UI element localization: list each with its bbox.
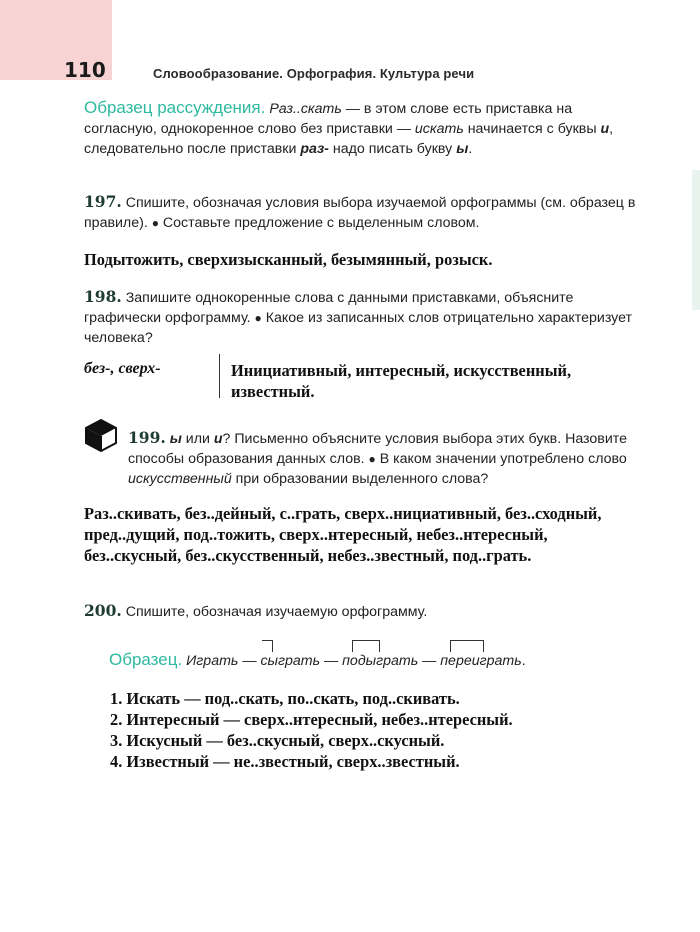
exercise-197-task xyxy=(84,192,644,233)
italic-word: искусственный xyxy=(128,471,232,487)
list-item: 3. Искусный — без..скусный, сверх..скусный. xyxy=(110,731,445,750)
list-item: 4. Известный — не..звестный, сверх..звестный. xyxy=(110,752,460,771)
exercise-197-words: Подытожить, сверхизысканный, безымянный, розыск. xyxy=(84,250,493,269)
sample-word: сыграть xyxy=(260,653,321,669)
sample-word: переиграть xyxy=(440,653,522,669)
exercise-200-sample xyxy=(109,650,526,670)
task-text: Спишите, обозначая условия выбора изучаемой орфограммы (см. образец в правиле). xyxy=(84,195,636,231)
dash: — xyxy=(418,653,441,669)
sample-text: , следовательно после приставки xyxy=(84,121,614,157)
prefix-mark xyxy=(352,640,380,652)
sample-word: подыграть xyxy=(342,653,419,669)
reasoning-sample xyxy=(84,98,644,159)
task-text: Составьте предложение с выделенным словом. xyxy=(158,215,480,231)
task-text: Спишите, обозначая изучаемую орфограмму. xyxy=(121,604,428,620)
prefix-mark xyxy=(262,640,273,652)
dash: — xyxy=(320,653,343,669)
sample-label: Образец. xyxy=(109,650,183,669)
sample-text: . xyxy=(468,141,473,157)
cube-icon xyxy=(84,418,118,452)
letter-i: и xyxy=(213,431,223,447)
task-text: или xyxy=(181,431,214,447)
exercise-200-task xyxy=(84,601,644,622)
letter-y: ы xyxy=(169,431,182,447)
reasoning-sample-label: Образец рассуждения. xyxy=(84,98,266,117)
bullet-icon: ● xyxy=(254,311,262,325)
task-text: при образовании выделенного слова? xyxy=(231,471,489,487)
exercise-200-number: 200. xyxy=(84,601,122,620)
exercise-199-number: 199. xyxy=(128,428,166,447)
exercise-199-task-first-line xyxy=(128,428,644,489)
letter-y: ы xyxy=(456,141,469,157)
exercise-197-number: 197. xyxy=(84,192,122,211)
exercise-198-prefixes: без-, сверх- xyxy=(84,360,161,377)
task-text: В каком значении употреблено слово xyxy=(375,451,627,467)
exercise-199-words: Раз..скивать, без..дейный, с..грать, сверх..нициативный, без..сходный, пред..дущий, под..тожить, сверх..нтересный, небез..нтересный, без..скусный, без..скусственный, небез..звестный, под..грать. xyxy=(84,504,602,565)
sample-text: начинается с буквы xyxy=(463,121,601,137)
task-text: Запишите однокоренные слова с данными приставками, объясните графически орфограмму. xyxy=(84,290,574,326)
period: . xyxy=(521,653,526,669)
prefix-raz: раз- xyxy=(300,141,329,157)
sample-text: надо писать букву xyxy=(328,141,457,157)
task-text: ? Письменно объясните условия выбора этих букв. Назовите способы образования данных слов. xyxy=(128,431,627,467)
sample-word: Раз..скать xyxy=(269,101,342,117)
exercise-198-task xyxy=(84,287,644,348)
bullet-icon: ● xyxy=(151,216,159,230)
letter-i: и xyxy=(600,121,610,137)
exercise-198-number: 198. xyxy=(84,287,122,306)
sample-text: — в этом слове есть приставка на согласную, однокоренное слово без приставки — xyxy=(84,101,573,137)
task-text: Какое из записанных слов отрицательно характеризует человека? xyxy=(84,310,633,346)
related-word: искать xyxy=(414,121,464,137)
bullet-icon: ● xyxy=(368,452,376,466)
list-item: 1. Искать — под..скать, по..скать, под..скивать. xyxy=(110,689,460,708)
prefix-mark xyxy=(450,640,484,652)
dash: — xyxy=(238,653,261,669)
running-header: Словообразование. Орфография. Культура речи xyxy=(153,66,475,81)
exercise-198-words: Инициативный, интересный, искусственный, известный. xyxy=(231,361,572,401)
divider-line xyxy=(219,354,220,398)
page-edge-tab xyxy=(692,170,700,310)
page-number: 110 xyxy=(64,58,106,82)
sample-word: Играть xyxy=(186,653,239,669)
list-item: 2. Интересный — сверх..нтересный, небез..нтересный. xyxy=(110,710,513,729)
